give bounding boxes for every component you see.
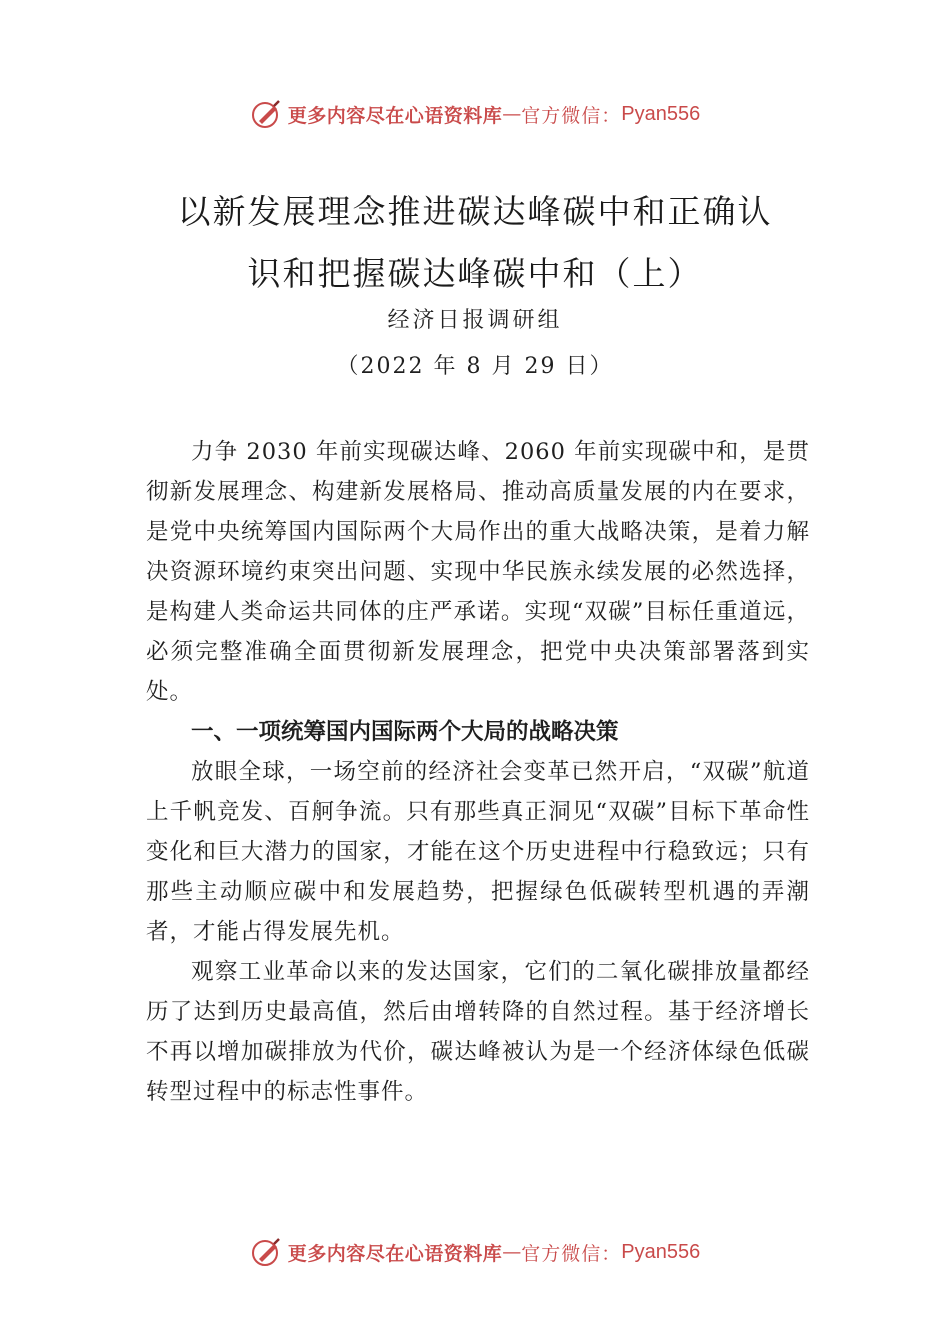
header-watermark-banner [0,94,950,134]
section-paragraph: 观察工业革命以来的发达国家，它们的二氧化碳排放量都经历了达到历史最高值，然后由增转降的自然过程。基于经济增长不再以增加碳排放为代价，碳达峰被认为是一个经济体绿色低碳转型过程中的标志性事件。 [146,959,810,1105]
document-title-line-2: 识和把握碳达峰碳中和（上） [247,254,703,293]
document-body [146,432,810,1112]
banner-main-text: 更多内容尽在心语资料库 [287,1242,503,1265]
banner-account: Pyan556 [621,1240,701,1263]
banner-wechat-label: 官方微信： [521,104,622,127]
banner-account: Pyan556 [621,102,701,125]
pen-logo-icon [250,97,284,131]
section-paragraph: 放眼全球，一场空前的经济社会变革已然开启，“双碳”航道上千帆竞发、百舸争流。只有那些真正洞见“双碳”目标下革命性变化和巨大潜力的国家，才能在这个历史进程中行稳致远；只有那些主动顺应碳中和发展趋势，把握绿色低碳转型机遇的弄潮者，才能占得发展先机。 [146,759,810,945]
document-date: （2022 年 8 月 29 日） [336,354,614,379]
banner-dash: — [502,1241,522,1263]
pen-logo-icon [250,1235,284,1269]
banner-main-text: 更多内容尽在心语资料库 [287,104,503,127]
banner-wechat-label: 官方微信： [521,1242,622,1265]
intro-paragraph: 力争 2030 年前实现碳达峰、2060 年前实现碳中和，是贯彻新发展理念、构建新发展格局、推动高质量发展的内在要求，是党中央统筹国内国际两个大局作出的重大战略决策，是着力解决资源环境约束突出问题、实现中华民族永续发展的必然选择，是构建人类命运共同体的庄严承诺。实现“双碳”目标任重道远，必须完整准确全面贯彻新发展理念，把党中央决策部署落到实处。 [146,439,810,705]
banner-dash: — [502,103,522,125]
footer-watermark-banner [0,1232,950,1272]
section-heading: 一、一项统筹国内国际两个大局的战略决策 [191,719,619,745]
document-author: 经济日报调研组 [387,308,563,333]
document-title-line-1: 以新发展理念推进碳达峰碳中和正确认 [177,192,773,231]
